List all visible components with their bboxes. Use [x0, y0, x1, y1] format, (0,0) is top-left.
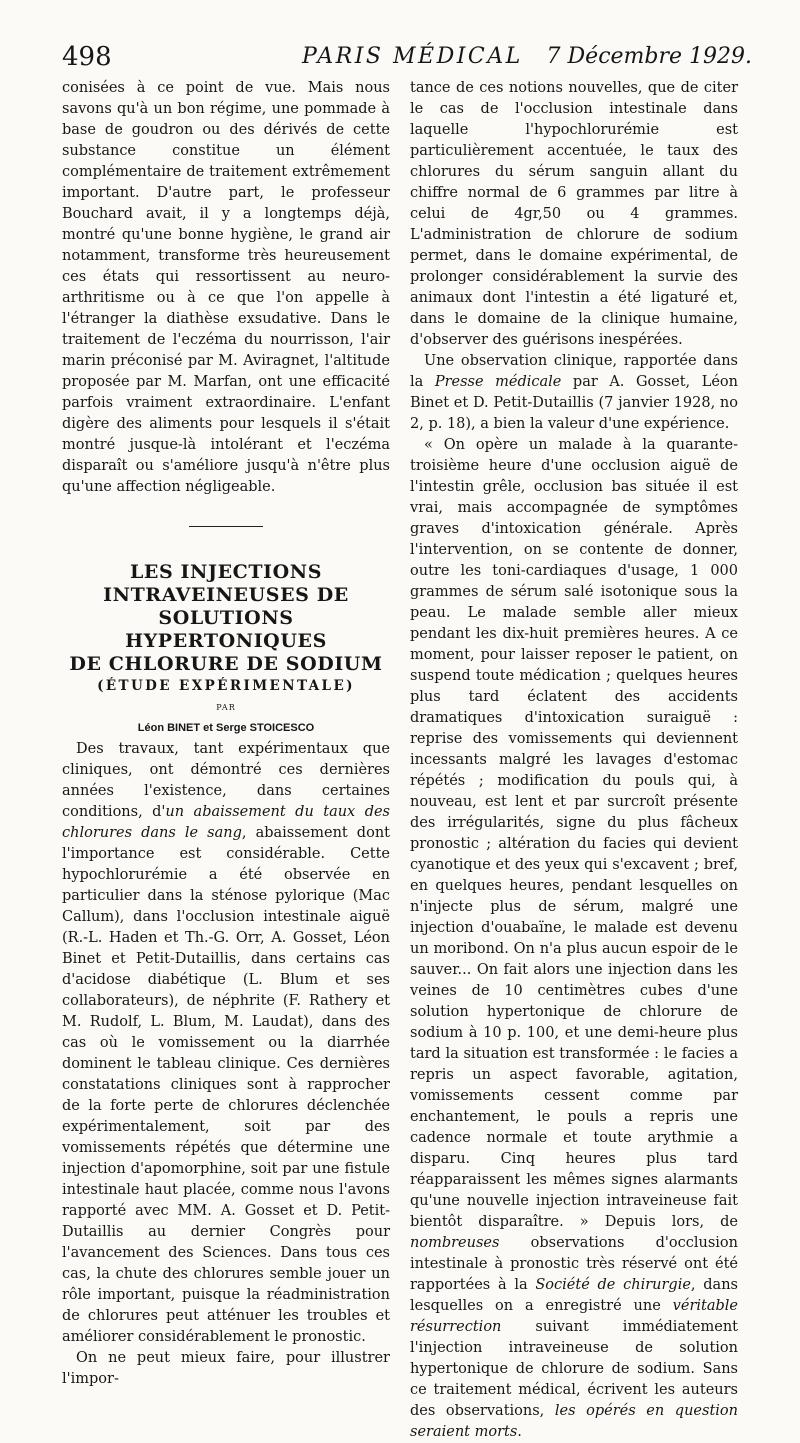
section-divider: [189, 526, 263, 527]
byline-par: PAR: [216, 703, 236, 712]
case-text-2: observations d'occlusion intestinale à pronostic très réservé ont été rapportées à la: [410, 1235, 738, 1293]
case-text-1: « On opère un malade à la quarante-troisième heure d'une occlusion aiguë de l'intestin grêle, occlusion bas située il est vrai, mais accompagnée de symptômes graves d'intoxication générale. Après l'intervention, on se contente de donner, outre les toni-cardiaques d'usage, 1 000 grammes de sérum salé isotonique sous la peau. Le malade semble aller mieux pendant les dix-huit premières heures. A ce moment, pour laisser reposer le patient, on suspend toute médication ; quelques heures plus tard éclatent des accidents dramatiques d'intoxication suraiguë : reprise des vomissements qui deviennent incessants malgré les lavages d'estomac répétés ; modification du pouls qui, à nouveau, est lent et par surcroît présente des irrégularités, signe du plus fâcheux pronostic ; altération du facies qui devient cyanotique et des yeux qui s'excavent ; bref, en quelques heures, pendant lesquelles on n'injecte plus de sérum, malgré une injection d'ouabaïne, le malade est devenu un moribond. On n'a plus aucun espoir de le sauver... On fait alors une injection dans les veines de 10 centimètres cubes d'une solution hypertonique de chlorure de sodium à 10 p. 100, et une demi-heure plus tard la situation est transformée : le facies a repris un aspect favorable, agitation, vomissements cessent comme par enchantement, le pouls a repris une cadence normale et toute arythmie a disparu. Cinq heures plus tard réapparaissent les mêmes signes alarmants qu'une nouvelle injection intraveineuse fait bientôt disparaître. » Depuis lors, de: [410, 437, 738, 1230]
page-number: 498: [62, 42, 112, 72]
article-subtitle: (ÉTUDE EXPÉRIMENTALE): [97, 678, 355, 694]
paragraph-continued: tance de ces notions nouvelles, que de citer le cas de l'occlusion intestinale dans laquelle l'hypochlorurémie est particulièrement accentuée, le taux des chlorures du sérum sanguin allant du chiffre normal de 6 grammes par litre à celui de 4gr,50 ou 4 grammes. L'administration de chlorure de sodium permet, dans le domaine expérimental, de prolonger considérablement la survie des animaux dont l'intestin a été ligaturé et, dans le domaine de la clinique humaine, d'observer des guérisons inespérées.: [410, 80, 738, 348]
article-heading: [62, 561, 390, 739]
intro-text-1: Des travaux, tant expérimentaux que cliniques, ont démontré ces dernières années l'existence, dans certaines conditions, d': [62, 741, 390, 820]
case-text-end: .: [517, 1424, 522, 1440]
observation-text-2: par A. Gosset, Léon Binet et D. Petit-Dutaillis (7 janvier 1928, no 2, p. 18), a bien la valeur d'une expérience.: [410, 374, 738, 432]
continued-paragraph: conisées à ce point de vue. Mais nous savons qu'à un bon régime, une pommade à base de goudron ou des dérivés de cette substance constitue un élément complémentaire de traitement extrêmement important. D'autre part, le professeur Bouchard avait, il y a longtemps déjà, montré qu'une bonne hygiène, le grand air notamment, transforme très heureusement ces états qui ressortissent au neuro-arthritisme ou à ce que l'on appelle à l'étranger la diathèse exsudative. Dans le traitement de l'eczéma du nourrisson, l'air marin préconisé par M. Aviragnet, l'altitude proposée par M. Marfan, ont une efficacité parfois vraiment extraordinaire. L'enfant digère des aliments pour lesquels il s'était montré jusque-là intolérant et l'eczéma disparaît ou s'améliore jusqu'à n'être plus qu'une affection négligeable.: [62, 80, 390, 495]
intro-text-2: , abaissement dont l'importance est considérable. Cette hypochlorurémie a été observée en particulier dans la sténose pylorique (Mac Callum), dans l'occlusion intestinale aiguë (R.-L. Haden et Th.-G. Orr, A. Gosset, Léon Binet et Petit-Dutaillis, dans certains cas d'acidose diabétique (L. Blum et ses collaborateurs), de néphrite (F. Rathery et M. Rudolf, L. Blum, M. Laudat), dans des cas où le vomissement ou la diarrhée dominent le tableau clinique. Ces dernières constatations cliniques sont à rapprocher de la forte perte de chlorures déclenchée expérimentalement, soit par des vomissements répétés que détermine une injection d'apomorphine, soit par une fistule intestinale haut placée, comme nous l'avons rapporté avec MM. A. Gosset et D. Petit-Dutaillis au dernier Congrès pour l'avancement des Sciences. Dans tous ces cas, la chute des chlorures semble jouer un rôle important, puisque la réadministration de chlorures peut atténuer les troubles et améliorer considérablement le pronostic.: [62, 825, 390, 1345]
case-emphasis-4: les opérés en question seraient morts: [410, 1403, 738, 1440]
case-emphasis-1: nombreuses: [410, 1235, 500, 1251]
article-title-line-1: LES INJECTIONS: [129, 561, 323, 583]
right-column: [410, 78, 738, 1443]
case-text-4: suivant immédiatement l'injection intraveineuse de solution hypertonique de chlorure de sodium. Sans ce traitement médical, écrivent les auteurs des observations,: [410, 1319, 738, 1419]
case-text-3: , dans lesquelles on a enregistré une: [410, 1277, 738, 1314]
paragraph-case-quote: [410, 435, 738, 1443]
case-emphasis-3: véritable résurrection: [410, 1298, 738, 1335]
left-column: [62, 78, 390, 1390]
journal-title: PARIS MÉDICAL: [302, 44, 523, 69]
intro-paragraph: [62, 739, 390, 1348]
article-title-line-3: SOLUTIONS HYPERTONIQUES: [125, 607, 327, 652]
article-title-line-2: INTRAVEINEUSES DE: [103, 584, 349, 606]
intro-emphasis: un abaissement du taux des chlorures dans le sang: [62, 804, 390, 841]
case-emphasis-2: Société de chirurgie: [535, 1277, 691, 1293]
issue-date: 7 Décembre 1929.: [546, 44, 752, 69]
article-title-line-4: DE CHLORURE DE SODIUM: [69, 653, 383, 675]
page-header: [62, 40, 752, 74]
transition-paragraph: On ne peut mieux faire, pour illustrer l'impor-: [62, 1350, 390, 1387]
observation-text-1: Une observation clinique, rapportée dans la: [410, 353, 738, 390]
journal-reference: Presse médicale: [434, 374, 562, 390]
article-authors: Léon BINET et Serge STOICESCO: [137, 722, 315, 734]
paragraph-observation: [410, 351, 738, 435]
